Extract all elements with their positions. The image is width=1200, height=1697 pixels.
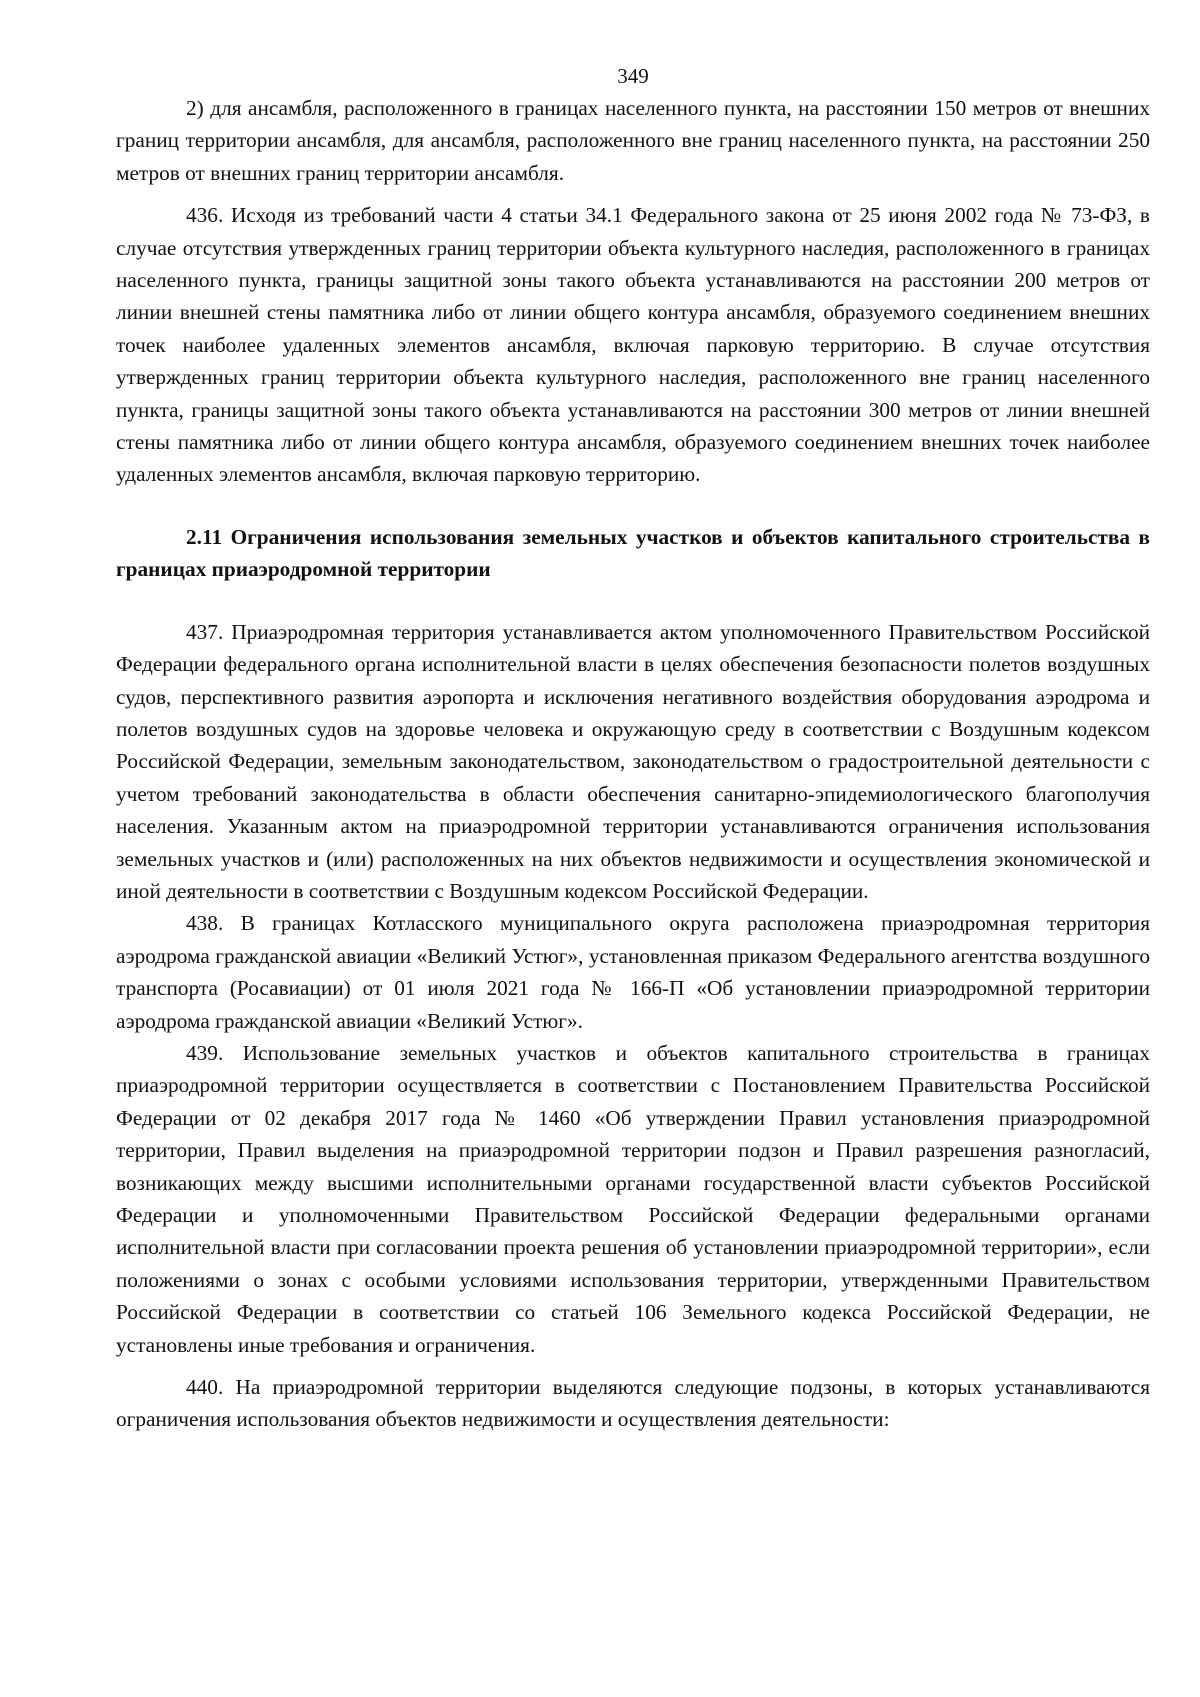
paragraph-436: 436. Исходя из требований части 4 статьи 34.1 Федерального закона от 25 июня 2002 года № 73-ФЗ, в случае отсутствия утвержденных границ территории объекта культурного наследия, расположенного в границах населенного пункта, границы защитной зоны такого объекта устанавливаются на расстоянии 200 метров от линии внешней стены памятника либо от линии общего контура ансамбля, образуемого соединением внешних точек наиболее удаленных элементов ансамбля, включая парковую территорию. В случае отсутствия утвержденных границ территории объекта культурного наследия, расположенного вне границ населенного пункта, границы защитной зоны такого объекта устанавливаются на расстоянии 300 метров от линии внешней стены памятника либо от линии общего контура ансамбля, образуемого соединением внешних точек наиболее удаленных элементов ансамбля, включая парковую территорию. (116, 203, 1150, 487)
document-page (116, 62, 1150, 1436)
paragraph-item-2: 2) для ансамбля, расположенного в границах населенного пункта, на расстоянии 150 метров от внешних границ территории ансамбля, для ансамбля, расположенного вне границ населенного пункта, на расстоянии 250 метров от внешних границ территории ансамбля. (116, 96, 1150, 185)
paragraph-440: 440. На приаэродромной территории выделяются следующие подзоны, в которых устанавливаются ограничения использования объектов недвижимости и осуществления деятельности: (116, 1375, 1150, 1432)
page-number: 349 (617, 64, 649, 88)
section-heading-2-11: 2.11 Ограничения использования земельных участков и объектов капитального строительства в границах приаэродромной территории (116, 524, 1150, 582)
paragraph-438: 438. В границах Котласского муниципального округа расположена приаэродромная территория аэродрома гражданской авиации «Великий Устюг», установленная приказом Федерального агентства воздушного транспорта (Росавиации) от 01 июля 2021 года № 166-П «Об установлении приаэродромной территории аэродрома гражданской авиации «Великий Устюг». (116, 911, 1150, 1033)
paragraph-439: 439. Использование земельных участков и объектов капитального строительства в границах приаэродромной территории осуществляется в соответствии с Постановлением Правительства Российской Федерации от 02 декабря 2017 года № 1460 «Об утверждении Правил установления приаэродромной территории, Правил выделения на приаэродромной территории подзон и Правил разрешения разногласий, возникающих между высшими исполнительными органами государственной власти субъектов Российской Федерации и уполномоченными Правительством Российской Федерации федеральными органами исполнительной власти при согласовании проекта решения об установлении приаэродромной территории», если положениями о зонах с особыми условиями использования территории, утвержденными Правительством Российской Федерации в соответствии со статьей 106 Земельного кодекса Российской Федерации, не установлены иные требования и ограничения. (116, 1040, 1150, 1357)
paragraph-437: 437. Приаэродромная территория устанавливается актом уполномоченного Правительством Российской Федерации федерального органа исполнительной власти в целях обеспечения безопасности полетов воздушных судов, перспективного развития аэропорта и исключения негативного воздействия оборудования аэродрома и полетов воздушных судов на здоровье человека и окружающую среду в соответствии с Воздушным кодексом Российской Федерации, земельным законодательством, законодательством о градостроительной деятельности с учетом требований законодательства в области обеспечения санитарно-эпидемиологического благополучия населения. Указанным актом на приаэродромной территории устанавливаются ограничения использования земельных участков и (или) расположенных на них объектов недвижимости и осуществления экономической и иной деятельности в соответствии с Воздушным кодексом Российской Федерации. (116, 619, 1150, 903)
